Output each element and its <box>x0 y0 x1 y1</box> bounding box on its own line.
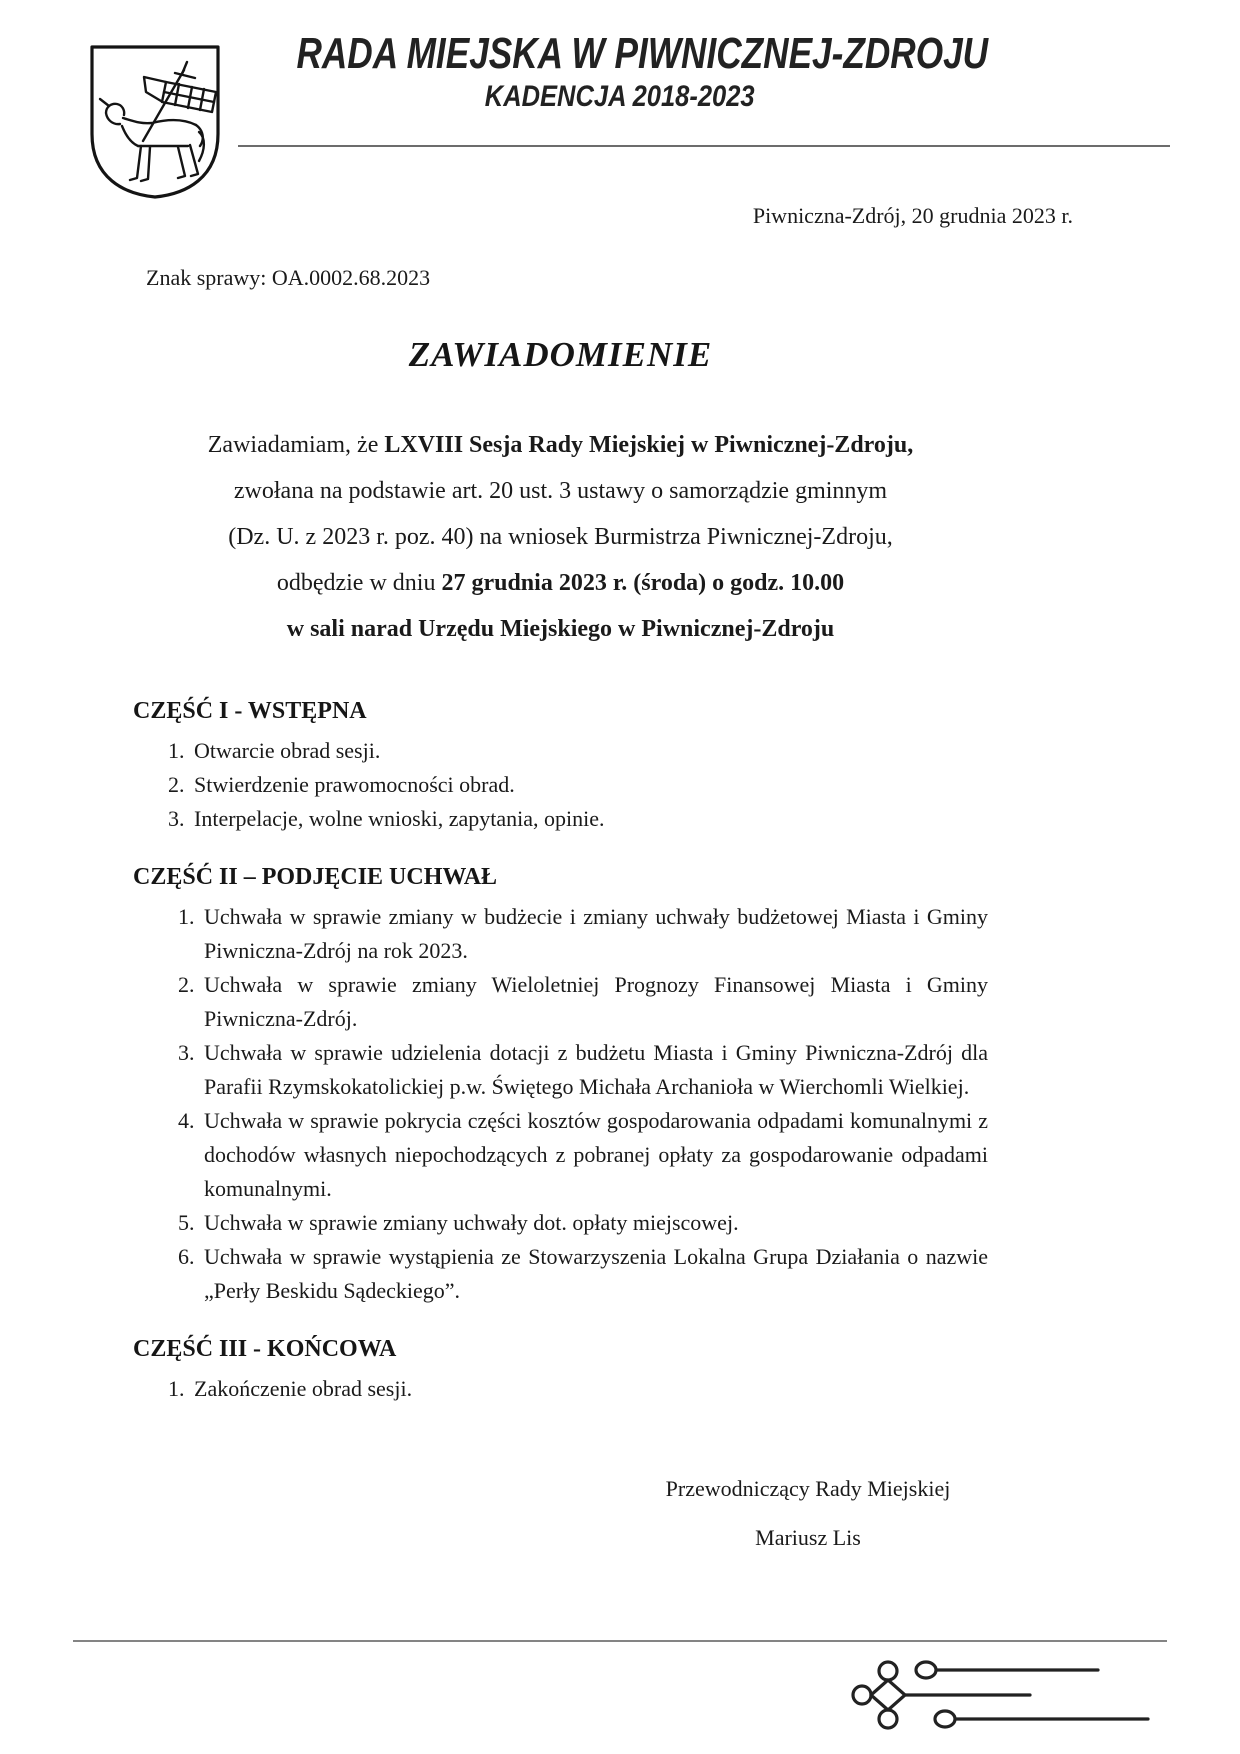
signer-role: Przewodniczący Rady Miejskiej <box>665 1476 951 1501</box>
header-divider <box>238 145 1170 147</box>
signature-block <box>576 1464 1040 1562</box>
agenda-item: 3. Uchwała w sprawie udzielenia dotacji z budżetu Miasta i Gminy Piwniczna-Zdrój dla Parafii Rzymskokatolickiej p.w. Świętego Michała Archanioła w Wierchomli Wielkiej. <box>200 1036 988 1104</box>
organization-name: RADA MIEJSKA W PIWNICZNEJ-ZDROJU <box>296 29 989 78</box>
agenda-item: 3. Interpelacje, wolne wnioski, zapytania, opinie. <box>190 802 988 836</box>
intro-paragraph <box>133 422 988 652</box>
agenda-item: 1. Uchwała w sprawie zmiany w budżecie i zmiany uchwały budżetowej Miasta i Gminy Piwniczna-Zdrój na rok 2023. <box>200 900 988 968</box>
agenda-list-part-1 <box>133 734 988 836</box>
intro-line: (Dz. U. z 2023 r. poz. 40) na wniosek Burmistrza Piwnicznej-Zdroju, <box>228 524 893 550</box>
footer-divider <box>73 1640 1167 1642</box>
agenda-item: 1. Otwarcie obrad sesji. <box>190 734 988 768</box>
section-heading: CZĘŚĆ I - WSTĘPNA <box>133 698 367 724</box>
section-part-1 <box>133 696 988 836</box>
council-term: KADENCJA 2018-2023 <box>485 80 755 113</box>
coat-of-arms-icon <box>86 42 224 200</box>
document-body <box>133 332 988 1406</box>
section-part-3 <box>133 1334 988 1406</box>
intro-line: odbędzie w dniu 27 grudnia 2023 r. (środa) o godz. 10.00 <box>276 570 845 596</box>
letterhead <box>210 30 1030 114</box>
intro-line: zwołana na podstawie art. 20 ust. 3 ustawy o samorządzie gminnym <box>233 478 888 504</box>
agenda-item: 4. Uchwała w sprawie pokrycia części kosztów gospodarowania odpadami komunalnymi z dochodów własnych niepochodzących z pobranej opłaty za gospodarowanie odpadami komunalnymi. <box>200 1104 988 1206</box>
intro-line: w sali narad Urzędu Miejskiego w Piwnicznej-Zdroju <box>286 616 835 642</box>
place-and-date: Piwniczna-Zdrój, 20 grudnia 2023 r. <box>752 203 1073 228</box>
agenda-item: 6. Uchwała w sprawie wystąpienia ze Stowarzyszenia Lokalna Grupa Działania o nazwie „Perły Beskidu Sądeckiego”. <box>200 1240 988 1308</box>
section-part-2 <box>133 862 988 1308</box>
case-number-value: OA.0002.68.2023 <box>271 265 431 290</box>
agenda-item: 1. Zakończenie obrad sesji. <box>190 1372 988 1406</box>
agenda-item: 5. Uchwała w sprawie zmiany uchwały dot. opłaty miejscowej. <box>200 1206 988 1240</box>
intro-line: Zawiadamiam, że LXVIII Sesja Rady Miejskiej w Piwnicznej-Zdroju, <box>207 432 914 458</box>
case-number-label: Znak sprawy: <box>146 265 267 290</box>
agenda-item: 2. Uchwała w sprawie zmiany Wieloletniej Prognozy Finansowej Miasta i Gminy Piwniczna-Zdrój. <box>200 968 988 1036</box>
agenda-list-part-3 <box>133 1372 988 1406</box>
section-heading: CZĘŚĆ II – PODJĘCIE UCHWAŁ <box>133 864 498 890</box>
section-heading: CZĘŚĆ III - KOŃCOWA <box>133 1336 397 1362</box>
document-title: ZAWIADOMIENIE <box>408 335 713 374</box>
flourish-ornament-icon <box>848 1653 1168 1743</box>
agenda-item: 2. Stwierdzenie prawomocności obrad. <box>190 768 988 802</box>
signer-name: Mariusz Lis <box>755 1525 861 1550</box>
case-number-line <box>146 264 430 292</box>
agenda-list-part-2 <box>133 900 988 1308</box>
